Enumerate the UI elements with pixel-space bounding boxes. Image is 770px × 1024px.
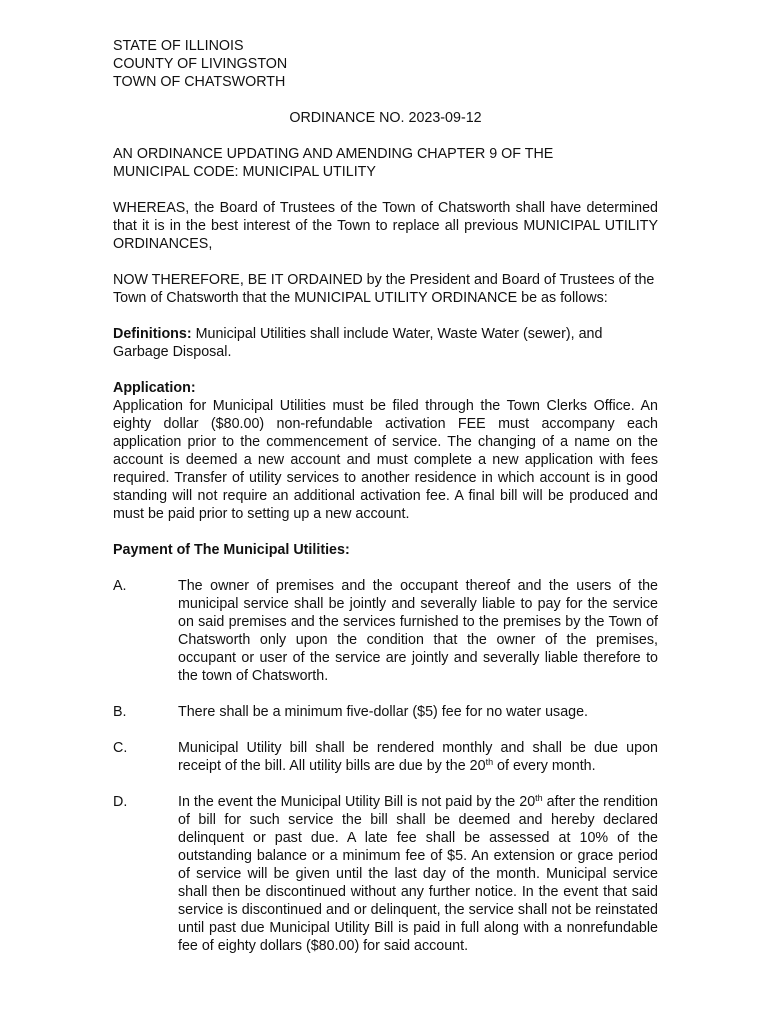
payment-item-a [113, 577, 658, 685]
county-line: COUNTY OF LIVINGSTON [113, 56, 288, 72]
payment-item-text: The owner of premises and the occupant thereof and the users of the municipal service shall be jointly and severally liable to pay for the service on said premises and the services furnished to the premises by the Town of Chatsworth only upon the condition that the owner of the premises, occupant or user of the service are jointly and severally liable therefore to the town of Chatsworth. [178, 578, 658, 684]
payment-item-c [113, 739, 658, 775]
definitions-text: Municipal Utilities shall include Water, Waste Water (sewer), and Garbage Disposal. [113, 326, 603, 360]
ordinal-suffix: th [485, 757, 494, 767]
whereas-paragraph: WHEREAS, the Board of Trustees of the Town of Chatsworth shall have determined that it is in the best interest of the Town to replace all previous MUNICIPAL UTILITY ORDINANCES, [113, 200, 658, 252]
payment-item-letter: D. [113, 794, 128, 810]
ordinance-number: ORDINANCE NO. 2023-09-12 [289, 110, 482, 126]
jurisdiction-header [113, 37, 658, 91]
payment-item-text-part: after the rendition of bill for such service the bill shall be deemed and hereby declared delinquent or past due. A late fee shall be assessed at 10% of the outstanding balance or a minimum fee of $5. An extension or grace period of service will be given until the last day of the month. Municipal service shall then be discontinued without any further notice. In the event that said service is discontinued and or delinquent, the service shall not be reinstated until past due Municipal Utility Bill is paid in full along with a nonrefundable fee of eighty dollars ($80.00) for said account. [178, 794, 658, 954]
payment-item-b [113, 703, 658, 721]
payment-item-letter: B. [113, 704, 127, 720]
state-line: STATE OF ILLINOIS [113, 38, 244, 54]
payment-item-text-part: of every month. [493, 758, 596, 774]
now-therefore-paragraph: NOW THEREFORE, BE IT ORDAINED by the President and Board of Trustees of the Town of Chatsworth that the MUNICIPAL UTILITY ORDINANCE be as follows: [113, 272, 655, 306]
definitions-heading: Definitions: [113, 326, 192, 342]
payment-item-letter: A. [113, 578, 127, 594]
payment-item-text [158, 739, 658, 775]
payment-item-text-part: Municipal Utility bill shall be rendered monthly and shall be due upon receipt of the bill. All utility bills are due by the 20 [178, 740, 658, 774]
ordinance-title-line-2: MUNICIPAL CODE: MUNICIPAL UTILITY [113, 164, 376, 180]
payment-heading: Payment of The Municipal Utilities: [113, 542, 350, 558]
application-section [113, 379, 658, 523]
town-line: TOWN OF CHATSWORTH [113, 74, 286, 90]
ordinance-title-line-1: AN ORDINANCE UPDATING AND AMENDING CHAPTER 9 OF THE [113, 146, 554, 162]
payment-item-text [158, 793, 658, 955]
ordinance-title [113, 145, 658, 181]
definitions-paragraph [113, 325, 658, 361]
ordinal-suffix: th [535, 793, 543, 803]
application-text: Application for Municipal Utilities must be filed through the Town Clerks Office. An eighty dollar ($80.00) non-refundable activation FEE must accompany each application prior to the commencement of service. The changing of a name on the account is deemed a new account and must complete a new application with fees required. Transfer of utility services to another residence in which account is in good standing will not require an additional activation fee. A final bill will be produced and must be paid prior to setting up a new account. [113, 398, 658, 522]
payment-item-text-part: In the event the Municipal Utility Bill is not paid by the 20 [178, 794, 536, 810]
document-page [113, 37, 658, 955]
payment-item-letter: C. [113, 740, 128, 756]
application-heading: Application: [113, 380, 196, 396]
payment-item-text: There shall be a minimum five-dollar ($5) fee for no water usage. [178, 704, 589, 720]
payment-item-d [113, 793, 658, 955]
